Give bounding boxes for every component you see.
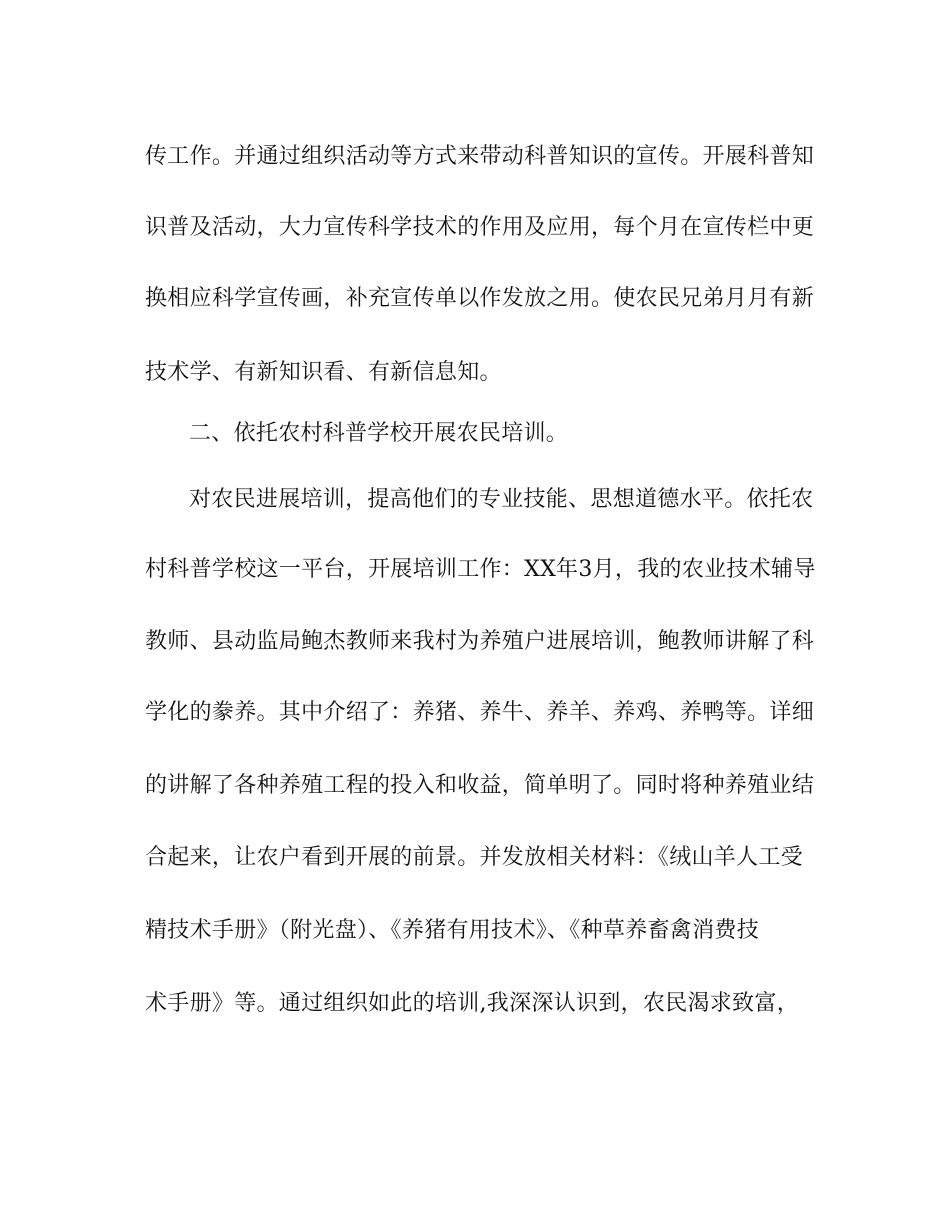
- text-line: 精技术手册》（附光盘）、《养猪有用技术》、《种草养畜禽消费技: [145, 918, 760, 943]
- text-line: 传工作。并通过组织活动等方式来带动科普知识的宣传。开展科普知: [145, 144, 815, 169]
- text-line: 村科普学校这一平台，开展培训工作：XX年3月，我的农业技术辅导: [145, 557, 816, 582]
- text-line: 的讲解了各种养殖工程的投入和收益，简单明了。同时将种养殖业结: [145, 773, 815, 798]
- text-line: 术手册》等。通过组织如此的培训,我深深认识到，农民渴求致富，: [145, 991, 799, 1016]
- text-line: 学化的豢养。其中介绍了：养猪、养牛、养羊、养鸡、养鸭等。详细: [145, 700, 815, 725]
- text-line: 技术学、有新知识看、有新信息知。: [145, 360, 502, 385]
- text-line: 换相应科学宣传画，补充宣传单以作发放之用。使农民兄弟月月有新: [145, 286, 815, 311]
- text-line: 教师、县动监局鲍杰教师来我村为养殖户进展培训，鲍教师讲解了科: [145, 629, 815, 654]
- text-line: 识普及活动，大力宣传科学技术的作用及应用，每个月在宣传栏中更: [145, 215, 815, 240]
- text-line: 合起来，让农户看到开展的前景。并发放相关材料：《绒山羊人工受: [145, 845, 804, 870]
- section-heading: 二、依托农村科普学校开展农民培训。: [189, 421, 569, 446]
- paragraph-first-line: 对农民进展培训，提高他们的专业技能、思想道德水平。依托农: [189, 487, 814, 512]
